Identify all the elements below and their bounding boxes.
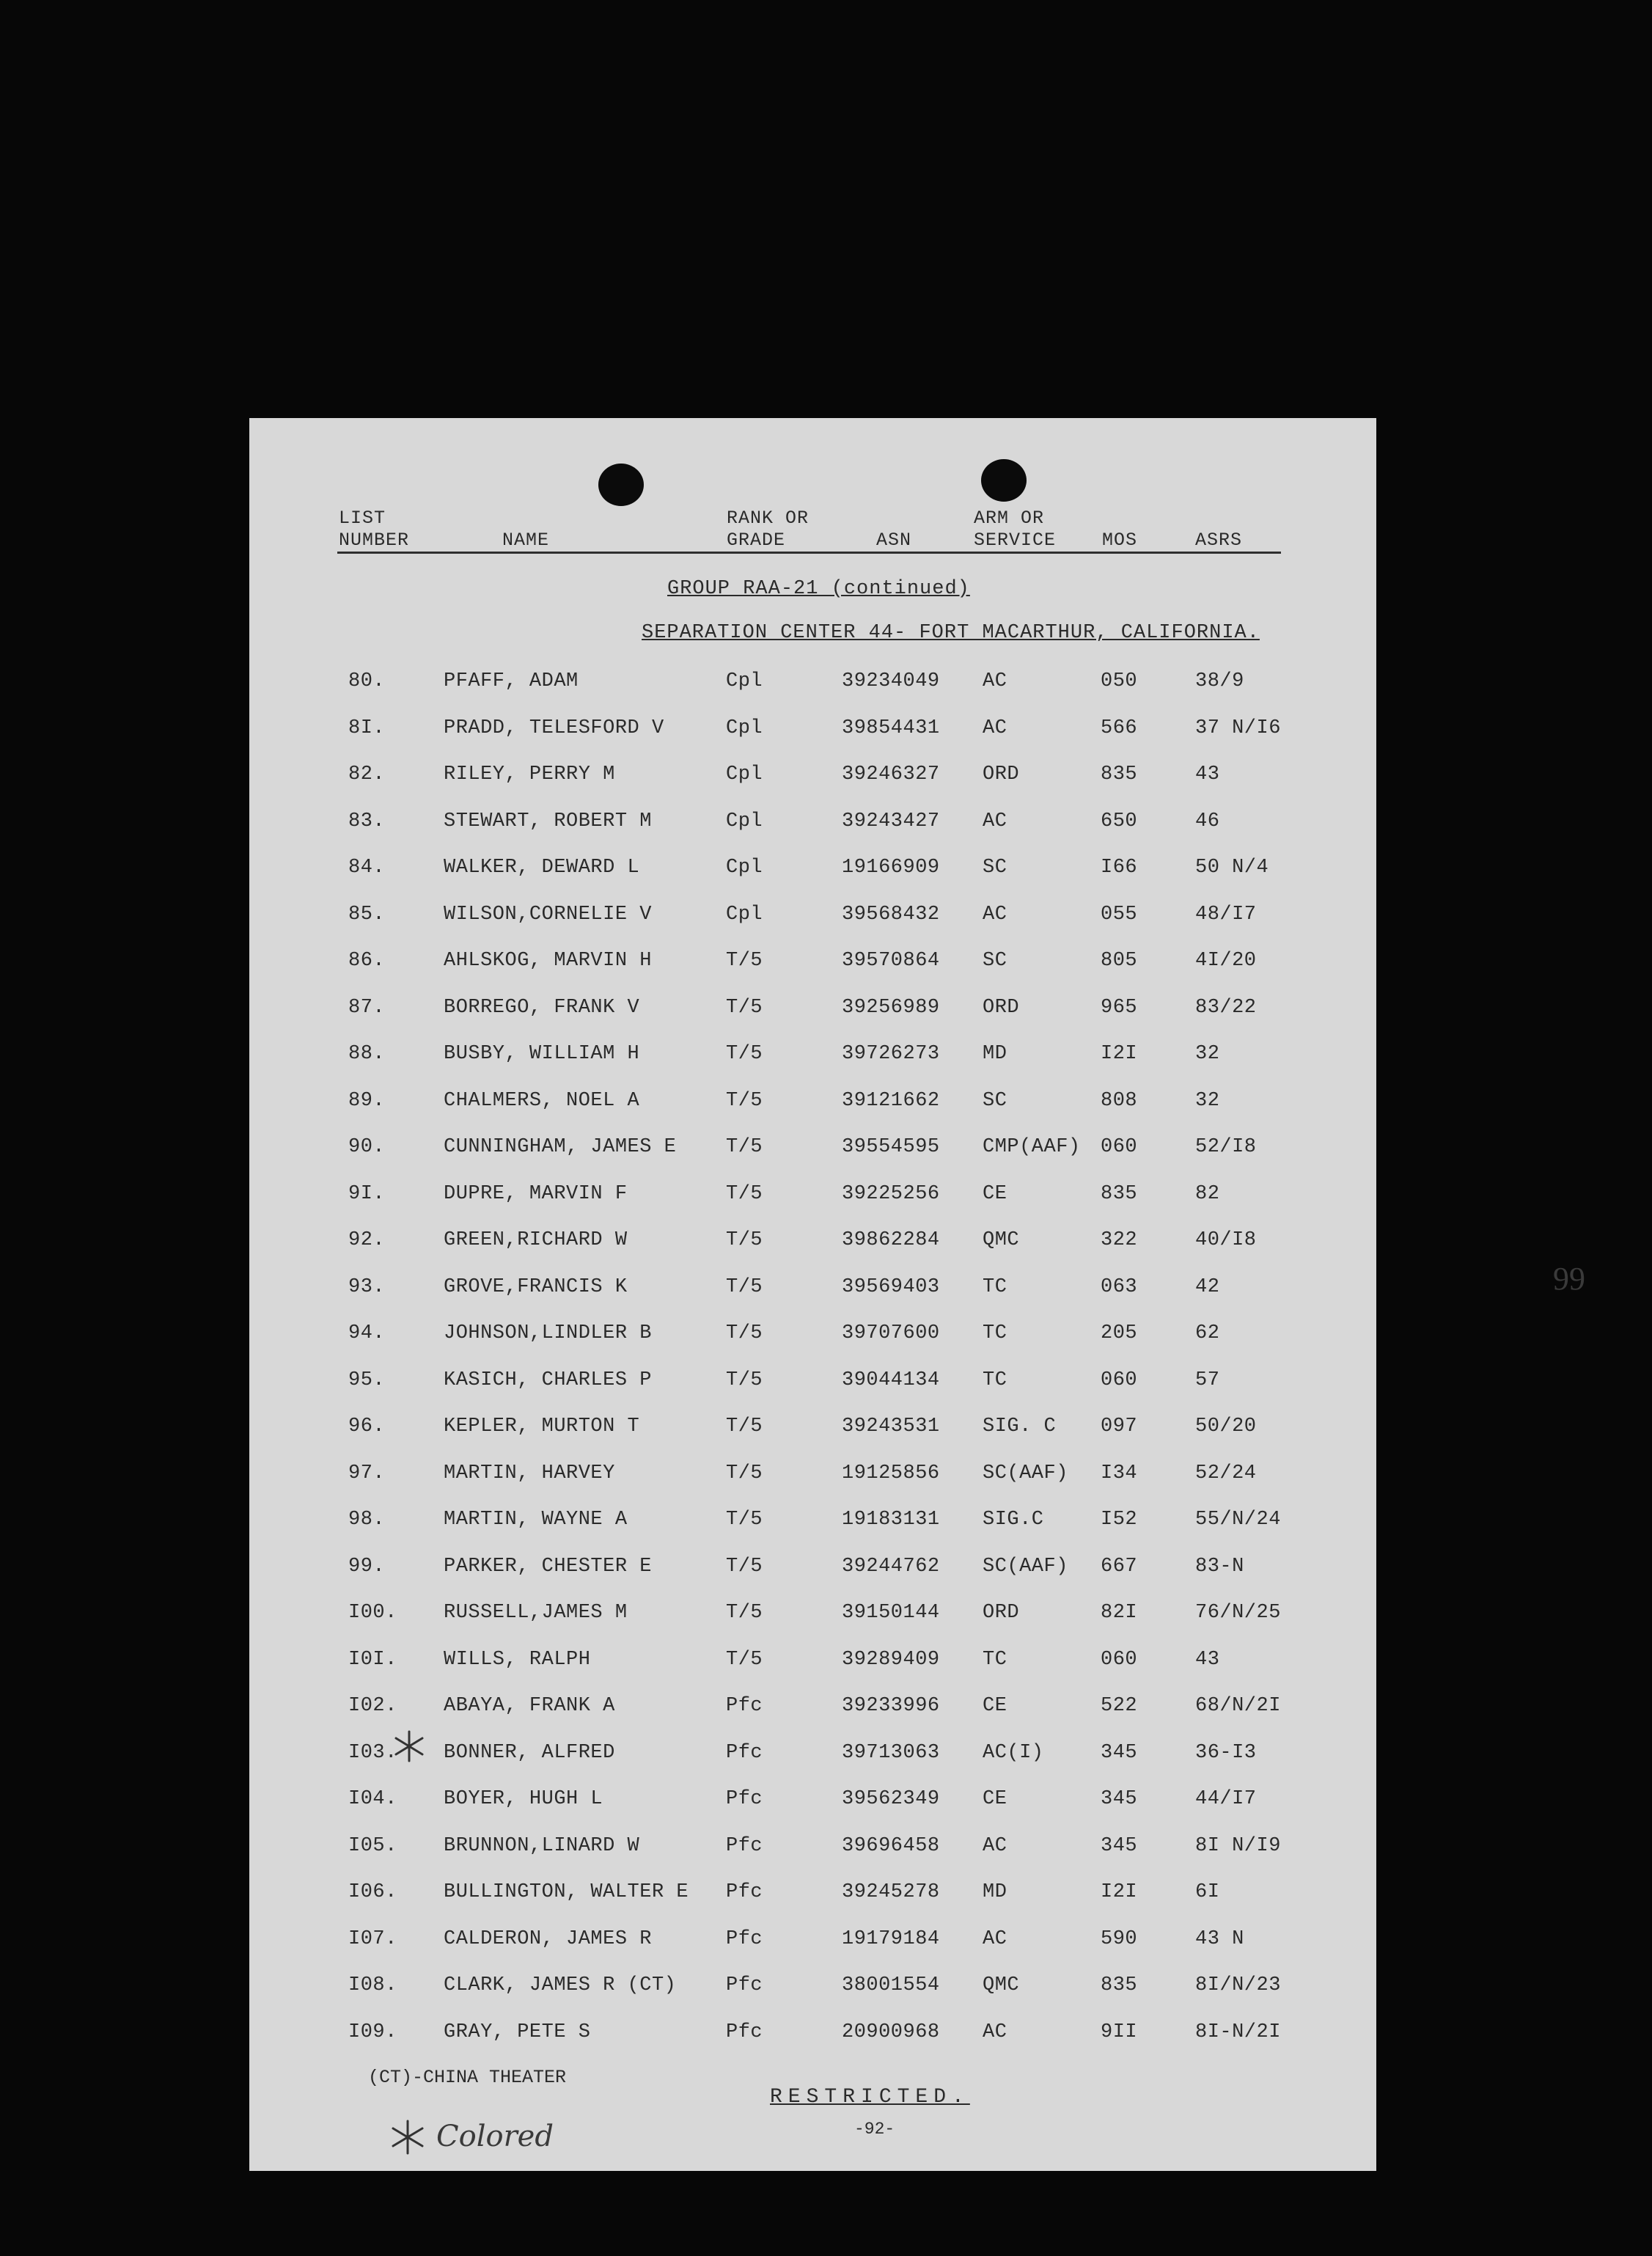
- cell-asrs: 43 N: [1195, 1927, 1244, 1950]
- cell-mos: 522: [1101, 1695, 1138, 1717]
- cell-name: MARTIN, WAYNE A: [444, 1509, 628, 1531]
- cell-asn: 39243531: [842, 1416, 940, 1438]
- cell-name: PARKER, CHESTER E: [444, 1555, 652, 1578]
- cell-asn: 39570864: [842, 950, 940, 972]
- cell-arm: SIG.C: [983, 1509, 1044, 1531]
- cell-mos: 808: [1101, 1089, 1138, 1112]
- cell-grade: T/5: [726, 1182, 763, 1205]
- cell-no: 8I.: [348, 717, 386, 739]
- cell-asrs: 38/9: [1195, 670, 1244, 692]
- cell-asn: 20900968: [842, 2021, 940, 2043]
- cell-arm: SC(AAF): [983, 1462, 1068, 1484]
- cell-grade: Pfc: [726, 1927, 763, 1950]
- cell-arm: QMC: [983, 1229, 1020, 1251]
- cell-asrs: 52/I8: [1195, 1136, 1257, 1158]
- cell-mos: 050: [1101, 670, 1138, 692]
- cell-grade: T/5: [726, 1043, 763, 1065]
- cell-name: KEPLER, MURTON T: [444, 1416, 640, 1438]
- cell-grade: Pfc: [726, 1695, 763, 1717]
- cell-asn: 39234049: [842, 670, 940, 692]
- cell-no: I02.: [348, 1695, 397, 1717]
- asterisk-mark-row-103: [392, 1729, 426, 1763]
- cell-arm: TC: [983, 1648, 1007, 1671]
- cell-grade: Pfc: [726, 1834, 763, 1857]
- cell-no: I05.: [348, 1834, 397, 1857]
- cell-name: DUPRE, MARVIN F: [444, 1182, 628, 1205]
- cell-mos: 965: [1101, 996, 1138, 1019]
- col-header-asrs: ASRS: [1195, 530, 1243, 551]
- asterisk-mark-footer: [389, 2118, 427, 2156]
- cell-mos: 055: [1101, 903, 1138, 926]
- cell-asrs: 8I/N/23: [1195, 1974, 1281, 1996]
- cell-grade: Pfc: [726, 1788, 763, 1810]
- cell-grade: Cpl: [726, 670, 763, 692]
- cell-grade: T/5: [726, 1229, 763, 1251]
- cell-mos: 060: [1101, 1369, 1138, 1391]
- cell-asn: 39707600: [842, 1322, 940, 1344]
- cell-name: BOYER, HUGH L: [444, 1788, 603, 1810]
- handwritten-note: Colored: [436, 2120, 554, 2153]
- cell-arm: CE: [983, 1788, 1007, 1810]
- cell-no: 93.: [348, 1275, 386, 1298]
- cell-mos: I2I: [1101, 1043, 1138, 1065]
- cell-grade: T/5: [726, 1416, 763, 1438]
- cell-no: 96.: [348, 1416, 386, 1438]
- col-header-name: NAME: [502, 530, 550, 551]
- cell-no: 85.: [348, 903, 386, 926]
- cell-asrs: 43: [1195, 763, 1220, 785]
- cell-no: 82.: [348, 763, 386, 785]
- cell-no: 9I.: [348, 1182, 386, 1205]
- cell-asrs: 83/22: [1195, 996, 1257, 1019]
- punch-hole-right: [981, 459, 1027, 502]
- page-number: -92-: [854, 2120, 895, 2139]
- cell-arm: AC: [983, 903, 1007, 926]
- cell-arm: AC: [983, 2021, 1007, 2043]
- cell-grade: T/5: [726, 1509, 763, 1531]
- cell-arm: TC: [983, 1369, 1007, 1391]
- cell-name: JOHNSON,LINDLER B: [444, 1322, 652, 1344]
- cell-mos: 835: [1101, 763, 1138, 785]
- cell-asrs: 44/I7: [1195, 1788, 1257, 1810]
- cell-grade: Pfc: [726, 1974, 763, 1996]
- cell-asn: 39696458: [842, 1834, 940, 1857]
- cell-no: I03.: [348, 1741, 397, 1764]
- cell-name: WALKER, DEWARD L: [444, 857, 640, 879]
- col-header-rank: RANK OR GRADE: [727, 508, 810, 551]
- cell-mos: 82I: [1101, 1602, 1138, 1624]
- cell-asrs: 50 N/4: [1195, 857, 1269, 879]
- cell-mos: 345: [1101, 1741, 1138, 1764]
- cell-name: CUNNINGHAM, JAMES E: [444, 1136, 677, 1158]
- cell-mos: 345: [1101, 1834, 1138, 1857]
- cell-asrs: 62: [1195, 1322, 1220, 1344]
- document-page: [249, 418, 1585, 2171]
- cell-mos: 590: [1101, 1927, 1138, 1950]
- cell-no: I09.: [348, 2021, 397, 2043]
- col-header-arm: ARM OR SERVICE: [974, 508, 1057, 551]
- cell-grade: T/5: [726, 1555, 763, 1578]
- cell-asrs: 48/I7: [1195, 903, 1257, 926]
- cell-grade: Cpl: [726, 857, 763, 879]
- cell-mos: 205: [1101, 1322, 1138, 1344]
- cell-grade: T/5: [726, 950, 763, 972]
- cell-mos: 322: [1101, 1229, 1138, 1251]
- cell-no: I00.: [348, 1602, 397, 1624]
- cell-grade: T/5: [726, 1462, 763, 1484]
- footnote: (CT)-CHINA THEATER: [368, 2067, 567, 2088]
- cell-asn: 39246327: [842, 763, 940, 785]
- cell-asrs: 46: [1195, 810, 1220, 832]
- cell-name: PFAFF, ADAM: [444, 670, 579, 692]
- cell-asrs: 32: [1195, 1043, 1220, 1065]
- cell-asn: 39568432: [842, 903, 940, 926]
- cell-name: CLARK, JAMES R (CT): [444, 1974, 677, 1996]
- cell-grade: T/5: [726, 1602, 763, 1624]
- cell-grade: T/5: [726, 1648, 763, 1671]
- cell-arm: SC: [983, 950, 1007, 972]
- cell-mos: 667: [1101, 1555, 1138, 1578]
- cell-mos: 835: [1101, 1182, 1138, 1205]
- cell-mos: 063: [1101, 1275, 1138, 1298]
- cell-asn: 39244762: [842, 1555, 940, 1578]
- cell-asrs: 43: [1195, 1648, 1220, 1671]
- cell-arm: TC: [983, 1275, 1007, 1298]
- cell-arm: SC: [983, 857, 1007, 879]
- cell-asn: 39243427: [842, 810, 940, 832]
- cell-asn: 39554595: [842, 1136, 940, 1158]
- cell-asrs: 4I/20: [1195, 950, 1257, 972]
- cell-grade: Pfc: [726, 2021, 763, 2043]
- cell-name: GREEN,RICHARD W: [444, 1229, 628, 1251]
- cell-arm: ORD: [983, 763, 1020, 785]
- cell-grade: Cpl: [726, 763, 763, 785]
- cell-no: 83.: [348, 810, 386, 832]
- col-header-mos: MOS: [1102, 530, 1138, 551]
- cell-asrs: 76/N/25: [1195, 1602, 1281, 1624]
- col-header-asn: ASN: [876, 530, 912, 551]
- cell-grade: T/5: [726, 1322, 763, 1344]
- cell-no: 89.: [348, 1089, 386, 1112]
- cell-mos: I34: [1101, 1462, 1138, 1484]
- cell-grade: T/5: [726, 1089, 763, 1112]
- cell-name: AHLSKOG, MARVIN H: [444, 950, 652, 972]
- cell-arm: MD: [983, 1881, 1007, 1903]
- cell-grade: Pfc: [726, 1741, 763, 1764]
- cell-asrs: 50/20: [1195, 1416, 1257, 1438]
- cell-arm: SC: [983, 1089, 1007, 1112]
- cell-mos: 9II: [1101, 2021, 1138, 2043]
- cell-arm: ORD: [983, 1602, 1020, 1624]
- cell-asrs: 55/N/24: [1195, 1509, 1281, 1531]
- cell-grade: Cpl: [726, 903, 763, 926]
- cell-arm: SC(AAF): [983, 1555, 1068, 1578]
- cell-no: 98.: [348, 1509, 386, 1531]
- cell-arm: AC(I): [983, 1741, 1044, 1764]
- cell-name: ABAYA, FRANK A: [444, 1695, 615, 1717]
- cell-asrs: 83-N: [1195, 1555, 1244, 1578]
- cell-asrs: 68/N/2I: [1195, 1695, 1281, 1717]
- center-title: SEPARATION CENTER 44- FORT MACARTHUR, CALIFORNIA.: [642, 622, 1260, 644]
- restricted-stamp: RESTRICTED.: [770, 2086, 970, 2109]
- cell-name: BULLINGTON, WALTER E: [444, 1881, 689, 1903]
- cell-name: BRUNNON,LINARD W: [444, 1834, 640, 1857]
- cell-asn: 39044134: [842, 1369, 940, 1391]
- cell-name: BONNER, ALFRED: [444, 1741, 615, 1764]
- group-title: GROUP RAA-21 (continued): [667, 578, 970, 600]
- cell-arm: TC: [983, 1322, 1007, 1344]
- cell-asrs: 36-I3: [1195, 1741, 1257, 1764]
- col-header-list-number: LIST NUMBER: [339, 508, 410, 551]
- cell-asrs: 8I-N/2I: [1195, 2021, 1281, 2043]
- cell-no: I06.: [348, 1881, 397, 1903]
- cell-asn: 39225256: [842, 1182, 940, 1205]
- cell-asrs: 42: [1195, 1275, 1220, 1298]
- cell-asn: 39233996: [842, 1695, 940, 1717]
- cell-asrs: 52/24: [1195, 1462, 1257, 1484]
- cell-asn: 39562349: [842, 1788, 940, 1810]
- cell-asrs: 32: [1195, 1089, 1220, 1112]
- cell-asn: 19166909: [842, 857, 940, 879]
- cell-mos: I2I: [1101, 1881, 1138, 1903]
- cell-asn: 19125856: [842, 1462, 940, 1484]
- cell-asrs: 8I N/I9: [1195, 1834, 1281, 1857]
- cell-name: GROVE,FRANCIS K: [444, 1275, 628, 1298]
- cell-asn: 39245278: [842, 1881, 940, 1903]
- cell-asn: 19183131: [842, 1509, 940, 1531]
- cell-arm: AC: [983, 670, 1007, 692]
- cell-no: I07.: [348, 1927, 397, 1950]
- cell-name: RILEY, PERRY M: [444, 763, 615, 785]
- cell-no: 87.: [348, 996, 386, 1019]
- cell-grade: T/5: [726, 996, 763, 1019]
- cell-name: BUSBY, WILLIAM H: [444, 1043, 640, 1065]
- cell-arm: AC: [983, 717, 1007, 739]
- cell-arm: QMC: [983, 1974, 1020, 1996]
- cell-name: GRAY, PETE S: [444, 2021, 591, 2043]
- cell-no: 84.: [348, 857, 386, 879]
- cell-name: WILLS, RALPH: [444, 1648, 591, 1671]
- cell-name: WILSON,CORNELIE V: [444, 903, 652, 926]
- cell-name: STEWART, ROBERT M: [444, 810, 652, 832]
- cell-arm: CE: [983, 1695, 1007, 1717]
- cell-no: I08.: [348, 1974, 397, 1996]
- cell-mos: 566: [1101, 717, 1138, 739]
- cell-arm: AC: [983, 810, 1007, 832]
- cell-no: I0I.: [348, 1648, 397, 1671]
- cell-asn: 39121662: [842, 1089, 940, 1112]
- cell-asn: 39854431: [842, 717, 940, 739]
- cell-mos: I52: [1101, 1509, 1138, 1531]
- cell-mos: 097: [1101, 1416, 1138, 1438]
- cell-asrs: 6I: [1195, 1881, 1220, 1903]
- cell-no: 97.: [348, 1462, 386, 1484]
- cell-asn: 39862284: [842, 1229, 940, 1251]
- cell-no: I04.: [348, 1788, 397, 1810]
- cell-no: 90.: [348, 1136, 386, 1158]
- header-rule: [337, 552, 1281, 554]
- cell-asn: 39150144: [842, 1602, 940, 1624]
- cell-no: 92.: [348, 1229, 386, 1251]
- cell-asn: 39256989: [842, 996, 940, 1019]
- cell-asn: 39726273: [842, 1043, 940, 1065]
- cell-no: 94.: [348, 1322, 386, 1344]
- cell-name: MARTIN, HARVEY: [444, 1462, 615, 1484]
- cell-grade: Cpl: [726, 810, 763, 832]
- cell-arm: SIG. C: [983, 1416, 1057, 1438]
- cell-arm: CE: [983, 1182, 1007, 1205]
- cell-grade: Pfc: [726, 1881, 763, 1903]
- cell-name: RUSSELL,JAMES M: [444, 1602, 628, 1624]
- cell-asrs: 57: [1195, 1369, 1220, 1391]
- cell-asn: 19179184: [842, 1927, 940, 1950]
- cell-arm: CMP(AAF): [983, 1136, 1081, 1158]
- cell-no: 86.: [348, 950, 386, 972]
- cell-asrs: 82: [1195, 1182, 1220, 1205]
- cell-asn: 39289409: [842, 1648, 940, 1671]
- cell-asn: 39569403: [842, 1275, 940, 1298]
- cell-grade: T/5: [726, 1275, 763, 1298]
- cell-mos: 345: [1101, 1788, 1138, 1810]
- cell-no: 95.: [348, 1369, 386, 1391]
- cell-mos: 650: [1101, 810, 1138, 832]
- cell-arm: ORD: [983, 996, 1020, 1019]
- cell-mos: I66: [1101, 857, 1138, 879]
- cell-no: 88.: [348, 1043, 386, 1065]
- cell-no: 80.: [348, 670, 386, 692]
- cell-name: CHALMERS, NOEL A: [444, 1089, 640, 1112]
- cell-mos: 805: [1101, 950, 1138, 972]
- cell-grade: T/5: [726, 1136, 763, 1158]
- cell-asrs: 37 N/I6: [1195, 717, 1281, 739]
- cell-name: PRADD, TELESFORD V: [444, 717, 664, 739]
- cell-asn: 38001554: [842, 1974, 940, 1996]
- cell-grade: Cpl: [726, 717, 763, 739]
- cell-name: CALDERON, JAMES R: [444, 1927, 652, 1950]
- cell-name: BORREGO, FRANK V: [444, 996, 640, 1019]
- punch-hole-left: [598, 464, 644, 506]
- cell-arm: AC: [983, 1927, 1007, 1950]
- cell-asn: 39713063: [842, 1741, 940, 1764]
- cell-no: 99.: [348, 1555, 386, 1578]
- cell-mos: 060: [1101, 1136, 1138, 1158]
- cell-arm: AC: [983, 1834, 1007, 1857]
- margin-number: 99: [1553, 1261, 1585, 1297]
- cell-mos: 060: [1101, 1648, 1138, 1671]
- cell-mos: 835: [1101, 1974, 1138, 1996]
- cell-name: KASICH, CHARLES P: [444, 1369, 652, 1391]
- cell-asrs: 40/I8: [1195, 1229, 1257, 1251]
- cell-grade: T/5: [726, 1369, 763, 1391]
- cell-arm: MD: [983, 1043, 1007, 1065]
